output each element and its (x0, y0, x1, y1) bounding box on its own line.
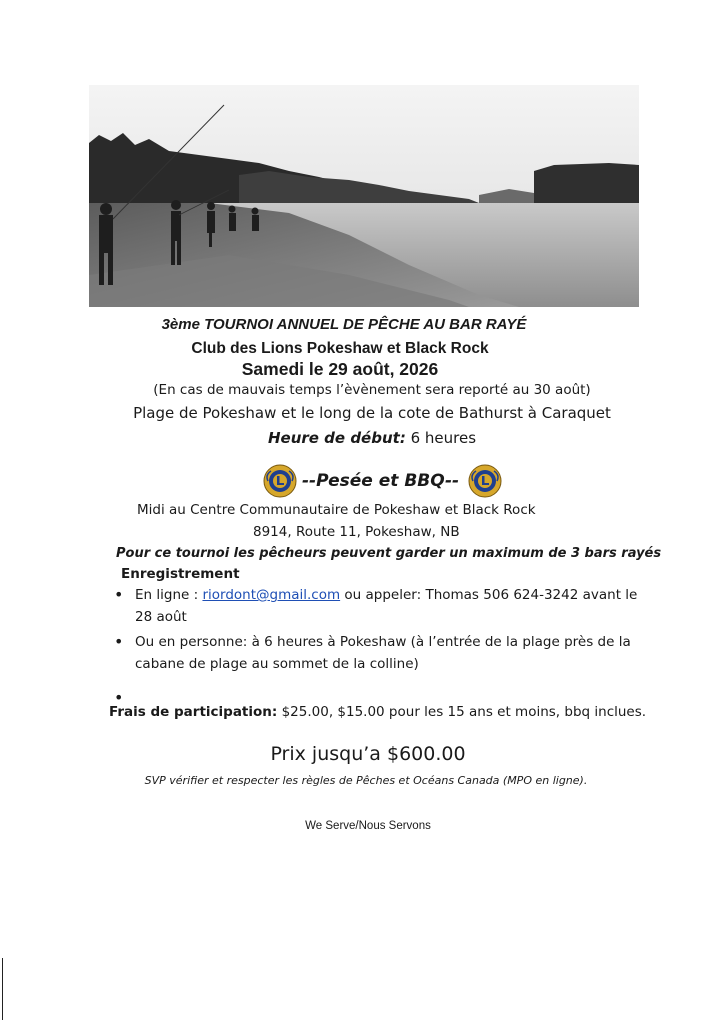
registration-list (112, 584, 672, 709)
in-person-line-2: cabane de plage au sommet de la colline) (135, 656, 419, 672)
regulations-note: SVP vérifier et respecter les règles de Pêches et Océans Canada (MPO en ligne). (144, 774, 588, 787)
weigh-in-bbq-line (262, 461, 503, 501)
lions-motto: We Serve/Nous Servons (305, 820, 431, 832)
prize-amount: Prix jusqu’a $600.00 (270, 743, 466, 765)
start-time-value: 6 heures (405, 429, 477, 447)
lions-club-logo-icon (467, 463, 503, 499)
online-suffix: ou appeler: Thomas 506 624-3242 avant le (340, 587, 638, 603)
registration-heading: Enregistrement (121, 566, 240, 582)
event-date: Samedi le 29 août, 2026 (241, 359, 439, 379)
fees-label: Frais de participation: (109, 704, 278, 720)
in-person-line-1: Ou en personne: à 6 heures à Pokeshaw (à l’entrée de la plage près de la (135, 634, 631, 650)
max-bass-rule: Pour ce tournoi les pêcheurs peuvent garder un maximum de 3 bars rayés (116, 546, 662, 561)
scan-edge-line (2, 958, 3, 1020)
participation-fees (109, 704, 646, 720)
tournament-title: 3ème TOURNOI ANNUEL DE PÊCHE AU BAR RAYÉ (161, 316, 527, 333)
email-link[interactable]: riordont@gmail.com (202, 587, 341, 603)
weigh-in-bbq-label: --Pesée et BBQ-- (302, 471, 460, 491)
lions-club-logo-icon (262, 463, 298, 499)
event-location: Plage de Pokeshaw et le long de la cote de Bathurst à Caraquet (133, 404, 611, 422)
club-name: Club des Lions Pokeshaw et Black Rock (191, 340, 489, 357)
online-deadline: 28 août (135, 609, 187, 625)
bbq-venue: Midi au Centre Communautaire de Pokeshaw et Black Rock (137, 502, 536, 518)
weather-note: (En cas de mauvais temps l’èvènement sera reporté au 30 août) (153, 382, 591, 398)
fishing-photo (89, 85, 639, 307)
start-time-label: Heure de début: (267, 429, 406, 447)
start-time (10, 429, 724, 447)
fees-value: $25.00, $15.00 pour les 15 ans et moins, bbq inclues. (277, 704, 647, 720)
list-item (112, 631, 672, 677)
list-item (112, 584, 672, 628)
beach-fishing-image (89, 85, 639, 307)
bbq-address: 8914, Route 11, Pokeshaw, NB (253, 524, 460, 540)
online-prefix: En ligne : (135, 587, 203, 603)
